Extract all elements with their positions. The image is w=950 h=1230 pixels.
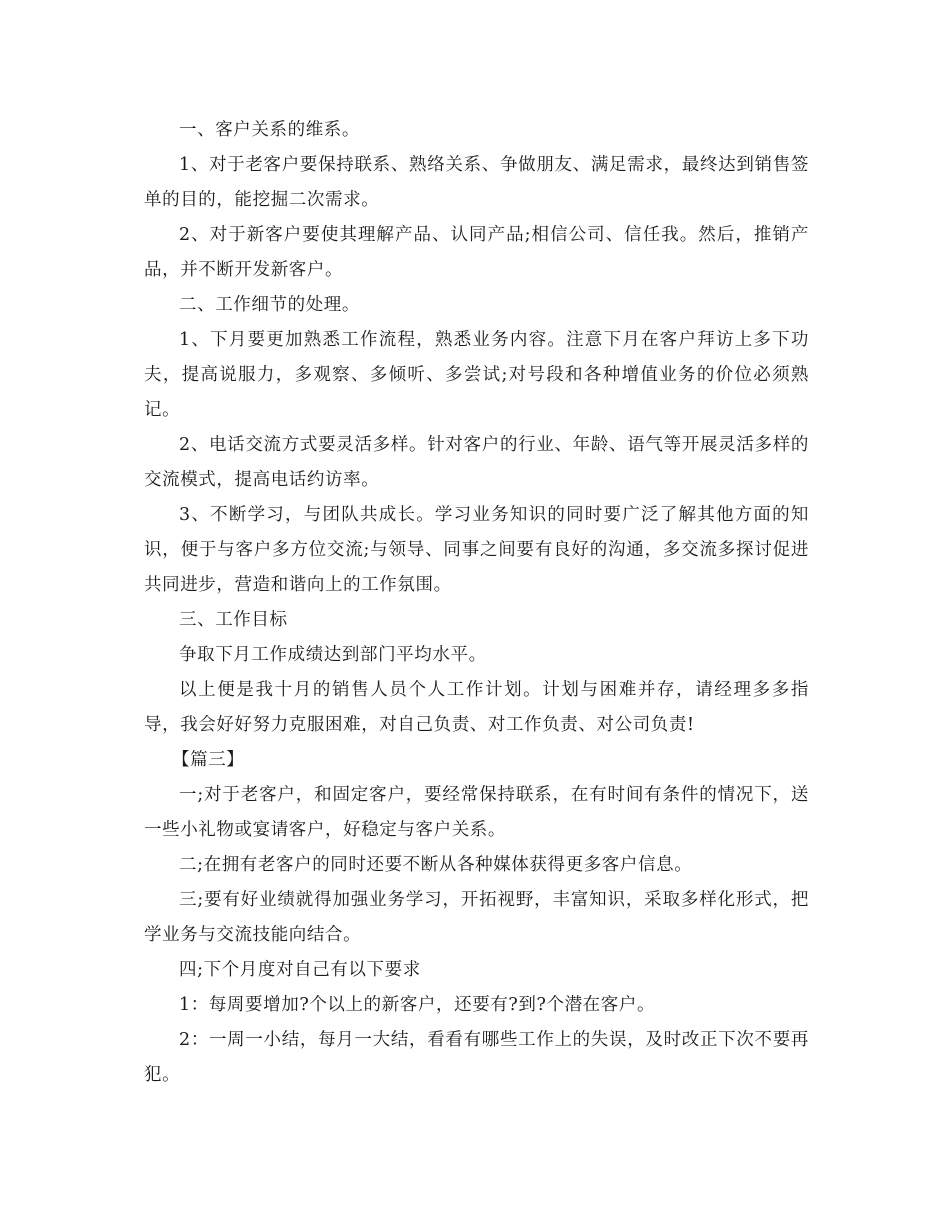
paragraph: 2、电话交流方式要灵活多样。针对客户的行业、年龄、语气等开展灵活多样的交流模式，提高电话约访率。	[144, 435, 809, 490]
section-heading-1: 一、客户关系的维系。	[179, 120, 360, 140]
paragraph: 二;在拥有老客户的同时还要不断从各种媒体获得更多客户信息。	[179, 855, 693, 875]
paragraph: 三;要有好业绩就得加强业务学习，开拓视野，丰富知识，采取多样化形式，把学业务与交流技能向结合。	[144, 890, 809, 945]
paragraph: 2：一周一小结，每月一大结，看看有哪些工作上的失误，及时改正下次不要再犯。	[144, 1030, 809, 1085]
paragraph: 3、不断学习，与团队共成长。学习业务知识的同时要广泛了解其他方面的知识，便于与客户多方位交流;与领导、同事之间要有良好的沟通，多交流多探讨促进共同进步，营造和谐向上的工作氛围。	[144, 505, 809, 595]
paragraph: 一;对于老客户，和固定客户，要经常保持联系，在有时间有条件的情况下，送一些小礼物或宴请客户，好稳定与客户关系。	[144, 785, 809, 840]
paragraph: 2、对于新客户要使其理解产品、认同产品;相信公司、信任我。然后，推销产品，并不断开发新客户。	[144, 225, 809, 280]
paragraph: 争取下月工作成绩达到部门平均水平。	[179, 645, 487, 665]
paragraph: 1：每周要增加?个以上的新客户，还要有?到?个潜在客户。	[179, 995, 656, 1015]
paragraph: 以上便是我十月的销售人员个人工作计划。计划与困难并存，请经理多多指导，我会好好努力克服困难，对自己负责、对工作负责、对公司负责!	[144, 680, 809, 735]
section-heading-2: 二、工作细节的处理。	[179, 295, 360, 315]
part-heading: 【篇三】	[172, 750, 245, 770]
paragraph: 四;下个月度对自己有以下要求	[179, 960, 421, 980]
section-heading-3: 三、工作目标	[179, 610, 288, 630]
document-body	[144, 113, 809, 1093]
paragraph: 1、对于老客户要保持联系、熟络关系、争做朋友、满足需求，最终达到销售签单的目的，能挖掘二次需求。	[144, 155, 809, 210]
paragraph: 1、下月要更加熟悉工作流程，熟悉业务内容。注意下月在客户拜访上多下功夫，提高说服力，多观察、多倾听、多尝试;对号段和各种增值业务的价位必须熟记。	[144, 330, 809, 420]
